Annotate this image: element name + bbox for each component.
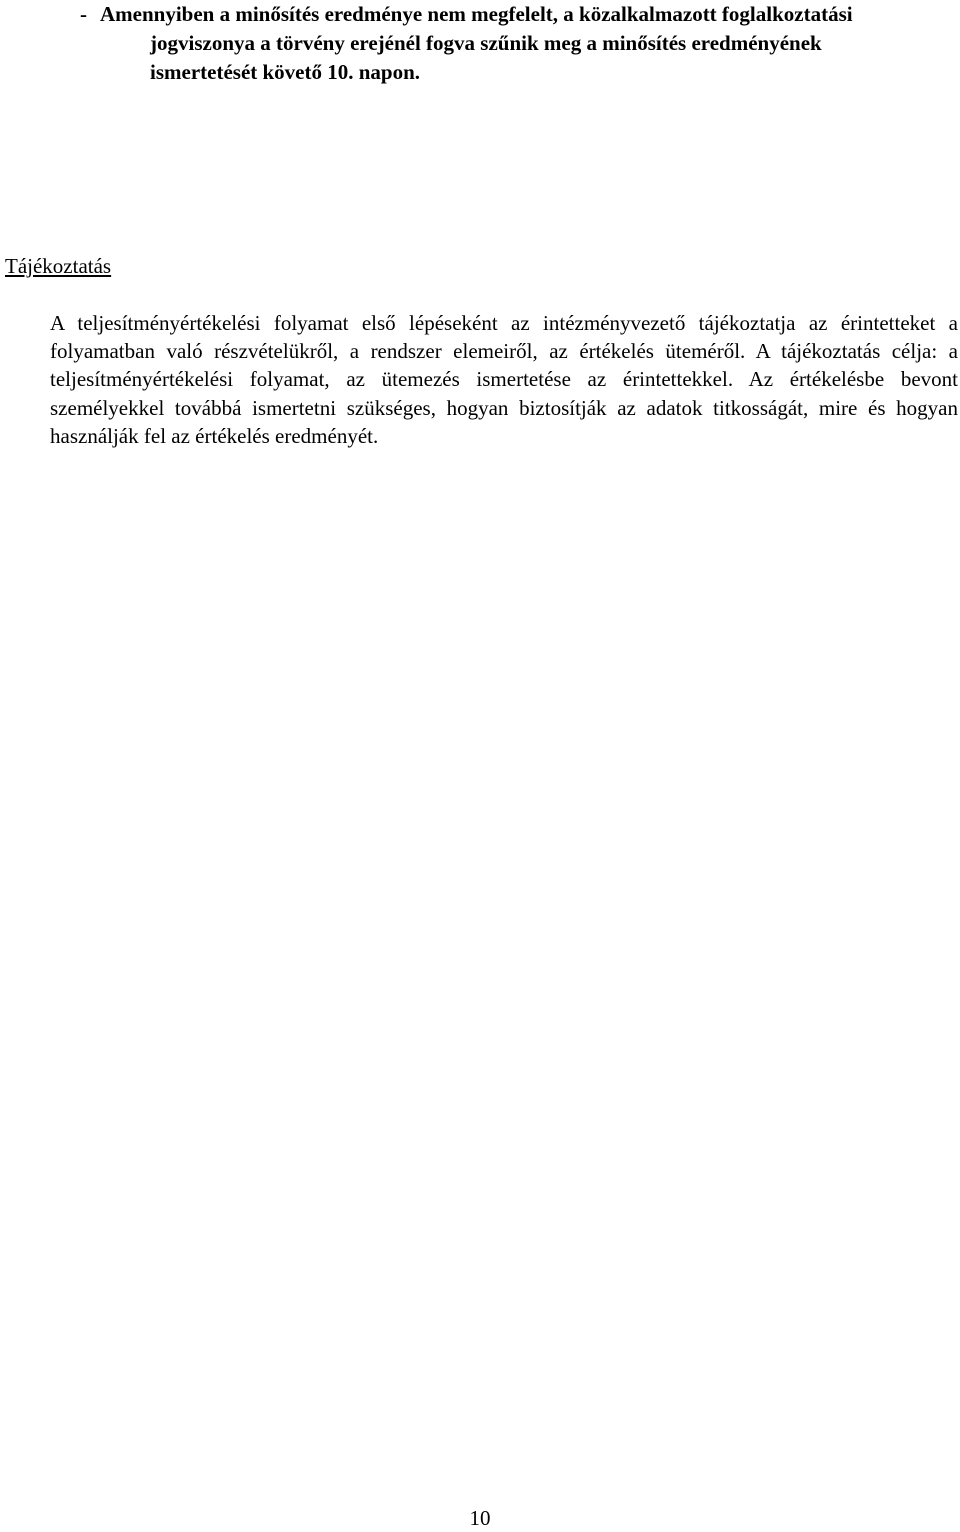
bullet-text-container bbox=[80, 0, 880, 87]
bullet-item bbox=[80, 0, 880, 87]
section-heading: Tájékoztatás bbox=[5, 254, 112, 278]
bullet-marker: - bbox=[80, 2, 87, 26]
bullet-text: Amennyiben a minősítés eredménye nem megfelelt, a közalkalmazott foglalkoztatási jogviszonya a törvény erejénél fogva szűnik meg a minősítés eredményének ismertetését követő 10. napon. bbox=[100, 2, 853, 84]
page-number: 10 bbox=[469, 1506, 491, 1530]
body-paragraph: A teljesítményértékelési folyamat első lépéseként az intézményvezető tájékoztatja az érintetteket a folyamatban való részvételükről, a rendszer elemeiről, az értékelés üteméről. A tájékoztatás célja: a teljesítményértékelési folyamat, az ütemezés ismertetése az érintettekkel. Az értékelésbe bevont személyekkel továbbá ismertetni szükséges, hogyan biztosítják az adatok titkosságát, mire és hogyan használják fel az értékelés eredményét. bbox=[50, 311, 958, 448]
